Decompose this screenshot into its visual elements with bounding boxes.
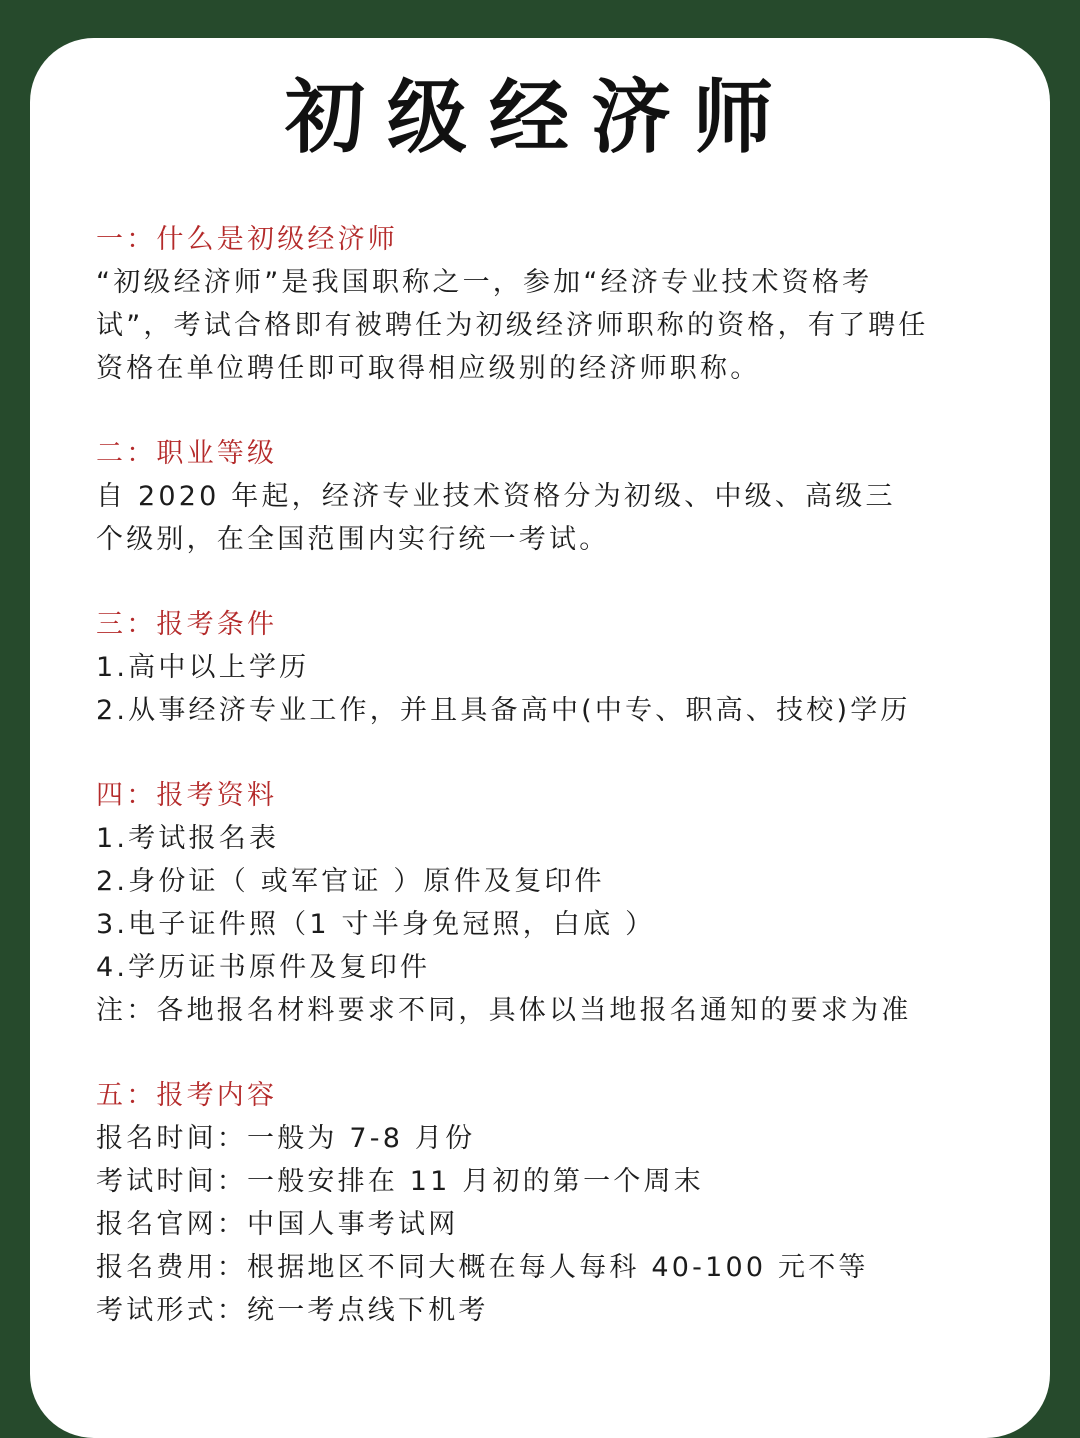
section-text-line: 报名官网：中国人事考试网 [96,1209,459,1240]
section-note-line: 注：各地报名材料要求不同，具体以当地报名通知的要求为准 [96,995,912,1026]
section-text-line: 2.身份证（ 或军官证 ）原件及复印件 [96,866,605,897]
section-heading: 一：什么是初级经济师 [96,224,398,255]
section-text-line: 个级别，在全国范围内实行统一考试。 [96,524,610,555]
section-text-line: 自 2020 年起，经济专业技术资格分为初级、中级、高级三 [96,481,896,512]
section-text-line: 4.学历证书原件及复印件 [96,952,431,983]
section-text-line: 考试形式：统一考点线下机考 [96,1295,489,1326]
section-text-line: 2.从事经济专业工作，并且具备高中(中专、职高、技校)学历 [96,695,911,726]
section-text-line: 资格在单位聘任即可取得相应级别的经济师职称。 [96,353,761,384]
section-heading: 三：报考条件 [96,609,278,640]
section-text-line: 考试时间：一般安排在 11 月初的第一个周末 [96,1166,704,1197]
section-text-line: 报名费用：根据地区不同大概在每人每科 40-100 元不等 [96,1252,869,1283]
section-text-line: 报名时间：一般为 7-8 月份 [96,1123,476,1154]
section-text-line: 试”，考试合格即有被聘任为初级经济师职称的资格，有了聘任 [96,310,929,341]
section-heading: 五：报考内容 [96,1080,278,1111]
section-heading: 四：报考资料 [96,780,278,811]
section-heading: 二：职业等级 [96,438,278,469]
section-text-line: 1.考试报名表 [96,823,280,854]
page-title: 初级经济师 [285,71,795,164]
section-text-line: 3.电子证件照（1 寸半身免冠照，白底 ） [96,909,656,940]
section-text-line: “初级经济师”是我国职称之一，参加“经济专业技术资格考 [96,267,873,298]
section-text-line: 1.高中以上学历 [96,652,310,683]
